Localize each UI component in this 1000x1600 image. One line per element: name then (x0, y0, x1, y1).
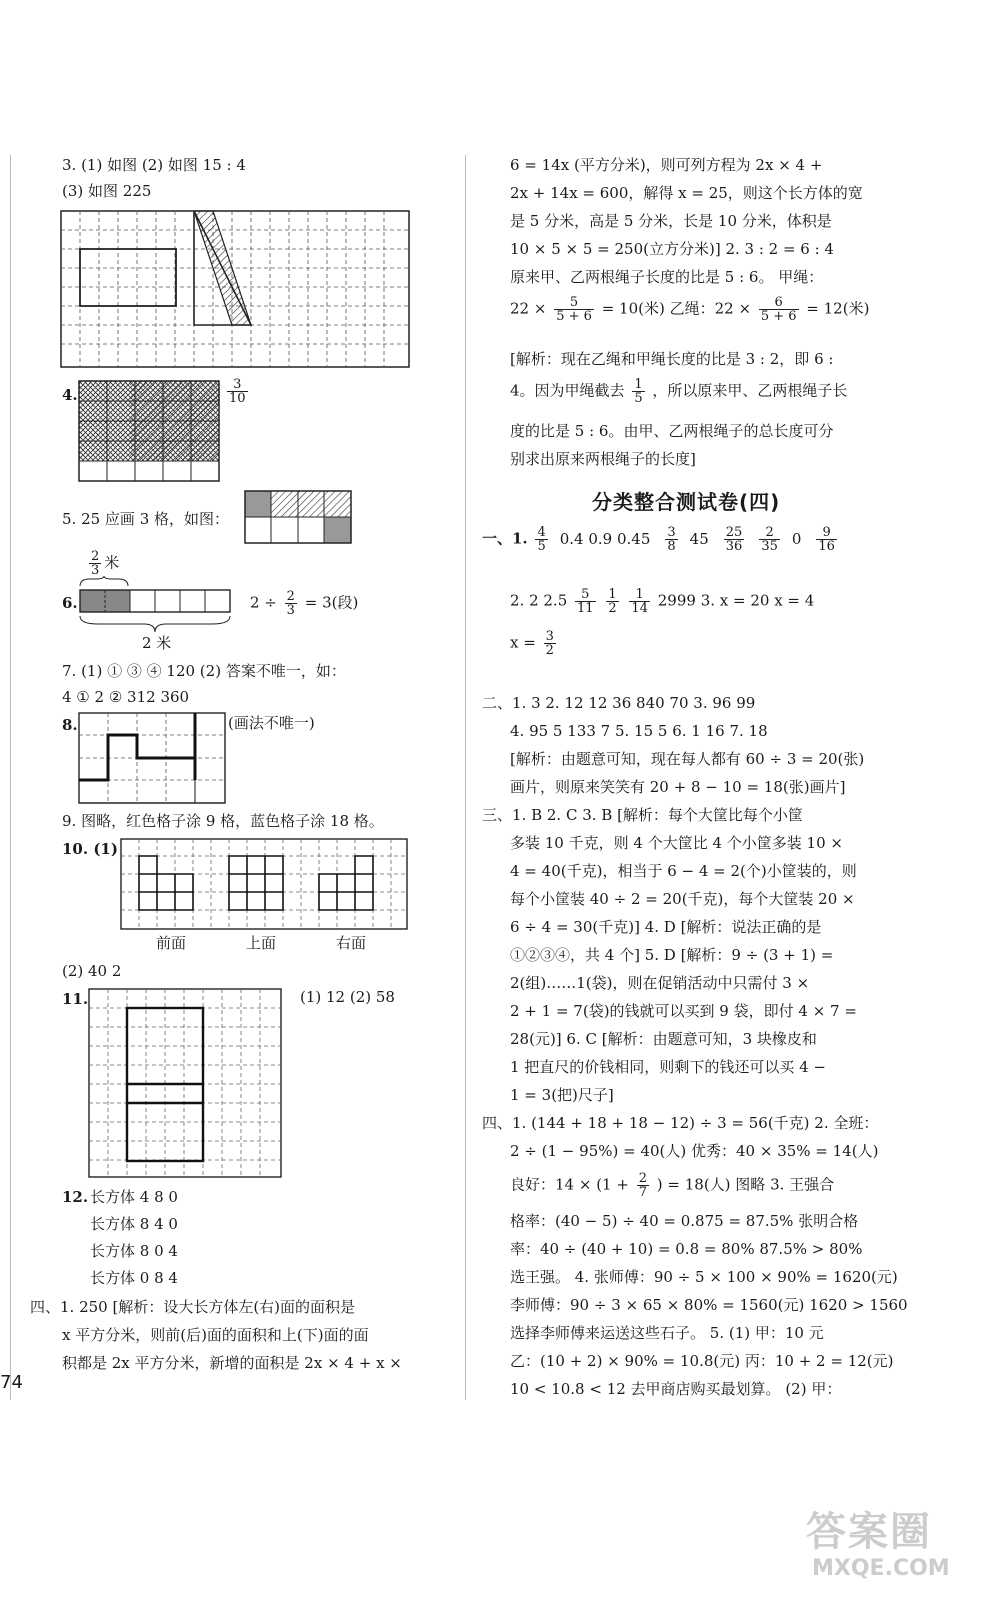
q3-answer-line1: 3. (1) 如图 (2) 如图 15 : 4 (62, 156, 246, 174)
fraction-numerator: 25 (725, 525, 743, 540)
fraction-denominator: 36 (725, 539, 743, 554)
sec1-l2-f1-numerator: 5 (575, 588, 596, 602)
r8-part1: 4。因为甲绳截去 (510, 381, 625, 400)
sec1-line1 (482, 526, 849, 553)
q12-row: 长方体 8 0 4 (90, 1242, 178, 1260)
right-line-3: 是 5 分米，高是 5 分米，长是 10 分米，体积是 (510, 212, 832, 230)
q8-note: (画法不唯一) (228, 714, 315, 732)
fraction-denominator: 5 (537, 539, 546, 554)
sec2-line2: 4. 95 5 133 7 5. 15 5 6. 1 16 7. 18 (510, 722, 768, 740)
sec3-line4: 每个小筐装 40 ÷ 2 = 20(千克)，每个大筐装 20 × (510, 890, 855, 908)
sec1-l2-f2-numerator: 1 (608, 587, 617, 602)
sec1-label: 一、1. (482, 529, 528, 548)
q12-row: 长方体 8 4 0 (90, 1215, 178, 1233)
sec4-q1-line3: 积都是 2x 平方分米，新增的面积是 2x × 4 + x × (62, 1354, 402, 1372)
sec2-line3: [解析：由题意可知，现在每人都有 60 ÷ 3 = 20(张) (510, 750, 865, 768)
section-title: 分类整合测试卷(四) (592, 490, 781, 514)
sec4-line3 (510, 1172, 834, 1199)
sec4-l3-numerator: 2 (638, 1171, 647, 1186)
answer-value: 0.4 0.9 0.45 (559, 529, 651, 548)
sec4-l3-part1: 良好：14 × (1 + (510, 1175, 629, 1194)
r6-part2: = 10(米) 乙绳：22 × (601, 299, 752, 318)
q4-label: 4. (62, 386, 78, 404)
answer-value: 45 (689, 529, 709, 548)
q6-eq-numerator: 2 (286, 589, 295, 604)
q7-answer-line2: 4 ① 2 ② 312 360 (62, 688, 190, 706)
fraction-numerator: 2 (759, 526, 780, 540)
answer-fraction (816, 526, 837, 553)
sec4-line2: 2 ÷ (1 − 95%) = 40(人) 优秀：40 × 35% = 14(人) (510, 1142, 879, 1160)
watermark-logo (806, 1500, 986, 1590)
fraction-numerator: 4 (537, 525, 546, 540)
sec4-l3-denominator: 7 (638, 1185, 647, 1200)
q11-grid-figure (88, 988, 282, 1178)
page-number: 74 (0, 1372, 23, 1393)
q6-equation (250, 590, 358, 617)
sec3-line1: 三、1. B 2. C 3. B [解析：每个大筐比每个小筐 (482, 806, 803, 824)
sec4-line5: 率：40 ÷ (40 + 10) = 0.8 = 80% 87.5% > 80% (510, 1240, 863, 1258)
r6-frac1-numerator: 5 (554, 296, 594, 310)
sec4-q1-line1: 四、1. 250 [解析：设大长方体左(右)面的面积是 (30, 1298, 356, 1316)
q10-front-view-label: 前面 (156, 934, 187, 952)
r8-part2: ，所以原来甲、乙两根绳子长 (652, 381, 848, 400)
right-line-4: 10 × 5 × 5 = 250(立方分米)] 2. 3 : 2 = 6 : 4 (510, 240, 834, 258)
r8-denominator: 5 (634, 391, 643, 406)
sec1-l2-f3-denominator: 14 (631, 601, 648, 616)
right-line-7: [解析：现在乙绳和甲绳长度的比是 3 : 2，即 6 : (510, 350, 834, 368)
q4-denominator: 10 (229, 391, 246, 406)
q9-answer: 9. 图略，红色格子涂 9 格，蓝色格子涂 18 格。 (62, 812, 384, 830)
q10-right-view-label: 右面 (336, 934, 367, 952)
sec4-line7: 李师傅：90 ÷ 3 × 65 × 80% = 1560(元) 1620 > 1560 (510, 1296, 908, 1314)
right-line-10: 别求出原来两根绳子的长度] (510, 450, 696, 468)
answer-value: 0 (791, 529, 802, 548)
q6-bar-figure (78, 576, 238, 636)
q5-answer: 5. 25 应画 3 格，如图： (62, 510, 230, 528)
sec1-line3 (510, 630, 559, 657)
column-divider (465, 155, 466, 1400)
fraction-denominator: 16 (818, 539, 835, 554)
sec3-line11: 1 = 3(把)尺子] (510, 1086, 614, 1104)
right-line-6 (510, 296, 869, 323)
right-line-8 (510, 378, 847, 405)
r8-numerator: 1 (634, 377, 643, 392)
right-line-9: 度的比是 5 : 6。由甲、乙两根绳子的总长度可分 (510, 422, 834, 440)
sec4-line9: 乙：(10 + 2) × 90% = 10.8(元) 丙：10 + 2 = 12(元) (510, 1352, 894, 1370)
q6-eq-part2: = 3(段) (304, 593, 359, 612)
q10-views-figure (120, 838, 408, 930)
q12-row: 长方体 4 8 0 (90, 1188, 178, 1206)
sec1-l3-part1: x = (510, 633, 536, 652)
watermark-text: 答案圈 (806, 1509, 932, 1555)
sec3-line10: 1 把直尺的价钱相同，则剩下的钱还可以买 4 − (510, 1058, 826, 1076)
r6-part1: 22 × (510, 299, 547, 318)
q6-top-denominator: 3 (91, 563, 100, 578)
q6-eq-part1: 2 ÷ (250, 593, 277, 612)
watermark-url: MXQE.COM (812, 1556, 950, 1581)
sec1-l2-f3-numerator: 1 (629, 588, 650, 602)
sec3-line9: 28(元)] 6. C [解析：由题意可知，3 块橡皮和 (510, 1030, 817, 1048)
sec3-line3: 4 = 40(千克)，相当于 6 − 4 = 2(个)小筐装的，则 (510, 862, 857, 880)
sec1-l2-part1: 2. 2 2.5 (510, 591, 568, 610)
fraction-denominator: 35 (761, 539, 778, 554)
sec1-l3-denominator: 2 (545, 643, 554, 658)
sec2-line4: 画片，则原来笑笑有 20 + 8 − 10 = 18(张)画片] (510, 778, 846, 796)
fraction-numerator: 3 (667, 525, 676, 540)
q6-label: 6. (62, 594, 78, 612)
q6-top-unit: 米 (104, 553, 120, 572)
q7-answer-line1: 7. (1) ① ③ ④ 120 (2) 答案不唯一，如： (62, 662, 346, 680)
q3-answer-line2: (3) 如图 225 (62, 182, 152, 200)
q8-label: 8. (62, 716, 78, 734)
sec3-line8: 2 + 1 = 7(袋)的钱就可以买到 9 袋，即付 4 × 7 = (510, 1002, 857, 1020)
sec1-l2-f1-denominator: 11 (577, 601, 594, 616)
sec3-line2: 多装 10 千克，则 4 个大筐比 4 个小筐多装 10 × (510, 834, 843, 852)
q10-part2-answer: (2) 40 2 (62, 962, 122, 980)
fraction-numerator: 9 (816, 526, 837, 540)
q4-numerator: 3 (227, 378, 248, 392)
q12-row: 长方体 0 8 4 (90, 1269, 178, 1287)
sec1-items (532, 525, 849, 554)
sec3-line5: 6 ÷ 4 = 30(千克)] 4. D [解析：说法正确的是 (510, 918, 822, 936)
sec4-line10: 10 < 10.8 < 12 去甲商店购买最划算。 (2) 甲： (510, 1380, 842, 1398)
sec1-line2 (510, 588, 814, 615)
q6-eq-denominator: 3 (286, 603, 295, 618)
q10-label: 10. (1) (62, 840, 118, 858)
q11-label: 11. (62, 990, 89, 1008)
q10-top-view-label: 上面 (246, 934, 277, 952)
sec2-line1: 二、1. 3 2. 12 12 36 840 70 3. 96 99 (482, 694, 756, 712)
sec4-line8: 选择李师傅来运送这些石子。 5. (1) 甲：10 元 (510, 1324, 824, 1342)
sec4-q1-line2: x 平方分米，则前(后)面的面积和上(下)面的面 (62, 1326, 369, 1344)
sec4-line4: 格率：(40 − 5) ÷ 40 = 0.875 = 87.5% 张明合格 (510, 1212, 859, 1230)
r6-frac1-denominator: 5 + 6 (556, 309, 592, 324)
q5-grid-figure (244, 490, 352, 544)
sec4-line1: 四、1. (144 + 18 + 18 − 12) ÷ 3 = 56(千克) 2. 全班： (482, 1114, 879, 1132)
q6-top-label (86, 550, 119, 577)
sec1-l2-part2: 2999 3. x = 20 x = 4 (657, 591, 815, 610)
sec3-line6: ①②③④，共 4 个] 5. D [解析：9 ÷ (3 + 1) = (510, 946, 834, 964)
right-line-2: 2x + 14x = 600，解得 x = 25，则这个长方体的宽 (510, 184, 863, 202)
q8-grid-figure (78, 712, 226, 804)
q3-grid-figure (60, 210, 410, 368)
right-line-1: 6 = 14x (平方分米)，则可列方程为 2x × 4 + (510, 156, 823, 174)
q12-label: 12. (62, 1188, 89, 1206)
q11-answer: (1) 12 (2) 58 (300, 988, 395, 1006)
q6-top-numerator: 2 (91, 549, 100, 564)
sec4-line6: 选王强。 4. 张师傅：90 ÷ 5 × 100 × 90% = 1620(元) (510, 1268, 898, 1286)
left-margin-rule (10, 155, 11, 1400)
answer-fraction (665, 526, 677, 553)
sec1-l3-numerator: 3 (545, 629, 554, 644)
sec1-l2-f2-denominator: 2 (608, 601, 617, 616)
right-line-5: 原来甲、乙两根绳子长度的比是 5 : 6。 甲绳： (510, 268, 824, 286)
answer-fraction (535, 526, 547, 553)
r6-frac2-denominator: 5 + 6 (760, 309, 797, 324)
r6-part3: = 12(米) (806, 299, 870, 318)
sec3-line7: 2(组)……1(袋)，则在促销活动中只需付 3 × (510, 974, 810, 992)
answer-fraction (724, 526, 745, 553)
q4-grid-figure (78, 380, 220, 482)
q4-answer-fraction (224, 378, 251, 405)
q6-bottom-label: 2 米 (142, 634, 172, 652)
fraction-denominator: 8 (667, 539, 676, 554)
sec4-l3-part2: ) = 18(人) 图略 3. 王强合 (656, 1175, 835, 1194)
answer-fraction (759, 526, 780, 553)
r6-frac2-numerator: 6 (759, 296, 799, 310)
